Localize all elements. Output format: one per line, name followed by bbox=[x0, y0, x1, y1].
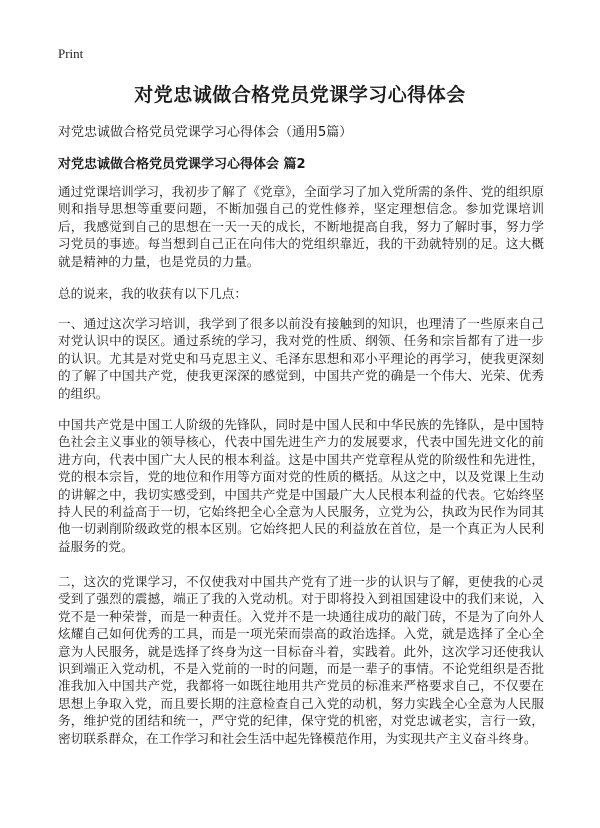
section-heading: 对党忠诚做合格党员党课学习心得体会 篇2 bbox=[58, 157, 306, 172]
paragraph-party-nature: 中国共产党是中国工人阶级的先锋队，同时是中国人民和中华民族的先锋队，是中国特色社会主义事业的领导核心，代表中国先进生产力的发展要求，代表中国先进文化的前进方向，代表中国广大人民的根本利益。这是中国共产党章程从党的阶级性和先进性，党的根本宗旨，党的地位和作用等方面对党的性质的概括。从这之中，以及党课上生动的讲解之中，我切实感受到，中国共产党是中国最广大人民根本利益的代表。它始终坚持人民的利益高于一切，它始终把全心全意为人民服务，立党为公，执政为民作为同其他一切剥削阶级政党的根本区别。它始终把人民的利益放在首位，是一个真正为人民利益服务的党。 bbox=[58, 417, 544, 554]
document-subtitle: 对党忠诚做合格党员党课学习心得体会（通用5篇） bbox=[58, 125, 353, 140]
document-title: 对党忠诚做合格党员党课学习心得体会 bbox=[134, 84, 466, 106]
paragraph-summary: 总的说来，我的收获有以下几点： bbox=[58, 286, 247, 301]
paragraph-point-two: 二，这次的党课学习，不仅使我对中国共产党有了进一步的认识与了解，更使我的心灵受到了强烈的震撼，端正了我的入党动机。对于即将投入到祖国建设中的我们来说，入党不是一种荣誉，而是一种责任。入党并不是一块通往成功的敲门砖，不是为了向外人炫耀自己如何优秀的工具，而是一项光荣而崇高的政治选择。入党，就是选择了全心全意为人民服务，就是选择了终身为这一目标奋斗着，实践着。此外，这次学习还使我认识到端正入党动机，不是入党前的一时的问题，而是一辈子的事情。不论党组织是否批准我加入中国共产党，我都将一如既往地用共产党员的标准来严格要求自己，不仅要在思想上争取入党，而且要长期的注意检查自己入党的动机，努力实践全心全意为人民服务，维护党的团结和统一，严守党的纪律，保守党的机密，对党忠诚老实，言行一致，密切联系群众，在工作学习和社会生活中起先锋模范作用，为实现共产主义奋斗终身。 bbox=[58, 574, 544, 746]
paragraph-point-one: 一、通过这次学习培训，我学到了很多以前没有接触到的知识，也理清了一些原来自己对党认识中的误区。通过系统的学习，我对党的性质、纲领、任务和宗旨都有了进一步的认识。尤其是对党史和马克思主义、毛泽东思想和邓小平理论的再学习，使我更深刻的了解了中国共产党，使我更深深的感觉到，中国共产党的确是一个伟大、光荣、优秀的组织。 bbox=[58, 316, 544, 401]
print-label: Print bbox=[58, 46, 84, 61]
paragraph-intro: 通过党课培训学习，我初步了解了《党章》，全面学习了加入党所需的条件、党的组织原则和指导思想等重要问题，不断加强自己的党性修养，坚定理想信念。参加党课培训后，我感觉到自己的思想在一天一天的成长，不断地提高自我，努力了解时事，努力学习党员的事迹。每当想到自己正在向伟大的党组织靠近，我的干劲就特别的足。这大概就是精神的力量，也是党员的力量。 bbox=[58, 184, 544, 269]
